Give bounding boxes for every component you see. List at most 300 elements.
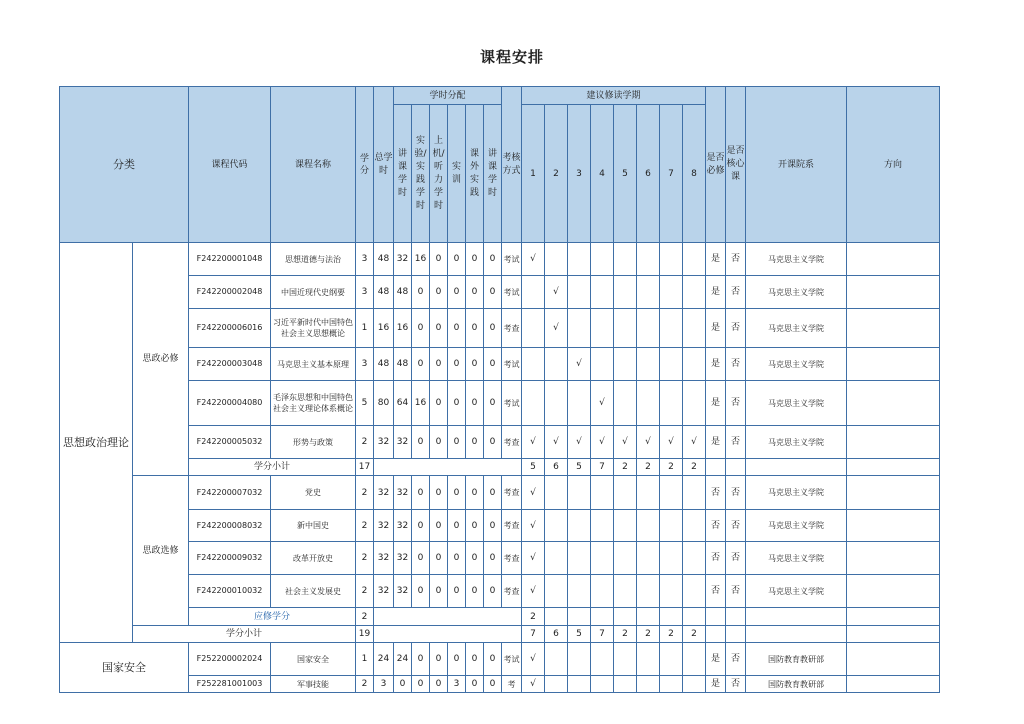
department-cell: 马克思主义学院 (746, 381, 847, 426)
assessment-cell: 考试 (502, 381, 522, 426)
computer-hours-cell: 0 (430, 643, 448, 676)
semester-mark (568, 476, 591, 510)
core-cell: 否 (726, 381, 746, 426)
header-semester-2: 2 (545, 105, 568, 243)
semester-mark (522, 381, 545, 426)
semester-mark (637, 348, 660, 381)
semester-mark (568, 643, 591, 676)
subtotal-credits: 19 (356, 626, 374, 643)
group-ideology: 思想政治理论 (60, 243, 133, 643)
subtotal-semester: 5 (568, 626, 591, 643)
subtotal-semester (591, 608, 614, 626)
semester-mark (683, 381, 706, 426)
semester-mark (545, 643, 568, 676)
semester-mark (545, 676, 568, 693)
semester-mark (660, 510, 683, 542)
computer-hours-cell: 0 (430, 276, 448, 309)
course-name: 形势与政策 (271, 426, 356, 459)
training-cell: 0 (448, 348, 466, 381)
semester-mark (660, 309, 683, 348)
course-schedule-table (59, 86, 940, 693)
course-code: F242200010032 (189, 575, 271, 608)
semester-mark (568, 676, 591, 693)
required-cell: 否 (706, 510, 726, 542)
semester-mark (591, 510, 614, 542)
semester-mark (637, 276, 660, 309)
course-name: 改革开放史 (271, 542, 356, 575)
seminar-hours-cell: 0 (484, 243, 502, 276)
seminar-hours-cell: 0 (484, 575, 502, 608)
table-row (60, 426, 940, 459)
training-cell: 0 (448, 510, 466, 542)
semester-mark (568, 575, 591, 608)
total-hours-cell: 48 (374, 243, 394, 276)
computer-hours-cell: 0 (430, 426, 448, 459)
direction-cell (847, 348, 940, 381)
computer-hours-cell: 0 (430, 309, 448, 348)
semester-mark (545, 243, 568, 276)
subtotal-core (726, 626, 746, 643)
semester-mark: √ (522, 643, 545, 676)
total-hours-cell: 24 (374, 643, 394, 676)
subtotal-semester (568, 608, 591, 626)
semester-mark (614, 381, 637, 426)
assessment-cell: 考查 (502, 426, 522, 459)
computer-hours-cell: 0 (430, 676, 448, 693)
semester-mark (591, 476, 614, 510)
core-cell: 否 (726, 426, 746, 459)
semester-mark (614, 542, 637, 575)
header-course-code: 课程代码 (189, 87, 271, 243)
experiment-hours-cell: 0 (412, 476, 430, 510)
semester-mark: √ (568, 426, 591, 459)
subtotal-required (706, 459, 726, 476)
table-row (60, 381, 940, 426)
header-semester-6: 6 (637, 105, 660, 243)
semester-mark: √ (522, 510, 545, 542)
course-code: F242200007032 (189, 476, 271, 510)
semester-mark (637, 676, 660, 693)
subtotal-semester: 2 (683, 626, 706, 643)
lecture-hours-cell: 16 (394, 309, 412, 348)
training-cell: 0 (448, 542, 466, 575)
assessment-cell: 考试 (502, 348, 522, 381)
semester-mark (660, 381, 683, 426)
semester-mark (660, 542, 683, 575)
table-row (60, 575, 940, 608)
semester-mark: √ (683, 426, 706, 459)
core-cell: 否 (726, 575, 746, 608)
semester-mark (568, 309, 591, 348)
training-cell: 0 (448, 243, 466, 276)
semester-mark (522, 309, 545, 348)
department-cell: 马克思主义学院 (746, 542, 847, 575)
computer-hours-cell: 0 (430, 542, 448, 575)
course-code: F242200001048 (189, 243, 271, 276)
semester-mark: √ (545, 309, 568, 348)
semester-mark (637, 643, 660, 676)
assessment-cell: 考查 (502, 575, 522, 608)
total-hours-cell: 32 (374, 510, 394, 542)
experiment-hours-cell: 0 (412, 309, 430, 348)
subgroup-ideology-required: 思政必修 (133, 243, 189, 476)
lecture-hours-cell: 32 (394, 476, 412, 510)
header-semester-5: 5 (614, 105, 637, 243)
direction-cell (847, 643, 940, 676)
semester-mark (683, 643, 706, 676)
semester-mark (683, 276, 706, 309)
header-semester-7: 7 (660, 105, 683, 243)
semester-mark (637, 510, 660, 542)
semester-mark (637, 542, 660, 575)
semester-mark (568, 276, 591, 309)
assessment-cell: 考查 (502, 309, 522, 348)
lecture-hours-cell: 32 (394, 542, 412, 575)
semester-mark (683, 476, 706, 510)
extra-practice-cell: 0 (466, 476, 484, 510)
department-cell: 马克思主义学院 (746, 243, 847, 276)
extra-practice-cell: 0 (466, 243, 484, 276)
course-code: F242200006016 (189, 309, 271, 348)
semester-mark (614, 476, 637, 510)
course-code: F242200004080 (189, 381, 271, 426)
subtotal-semester (545, 608, 568, 626)
direction-cell (847, 510, 940, 542)
semester-mark: √ (522, 676, 545, 693)
direction-cell (847, 381, 940, 426)
direction-cell (847, 309, 940, 348)
subtotal-label: 学分小计 (189, 459, 356, 476)
semester-mark: √ (568, 348, 591, 381)
semester-mark: √ (545, 426, 568, 459)
subtotal-row (60, 459, 940, 476)
required-cell: 是 (706, 243, 726, 276)
subtotal-required (706, 608, 726, 626)
semester-mark (545, 381, 568, 426)
extra-practice-cell: 0 (466, 381, 484, 426)
semester-mark (545, 575, 568, 608)
assessment-cell: 考试 (502, 276, 522, 309)
semester-mark (614, 643, 637, 676)
direction-cell (847, 276, 940, 309)
direction-cell (847, 426, 940, 459)
semester-mark (614, 510, 637, 542)
subtotal-row (60, 626, 940, 643)
direction-cell (847, 542, 940, 575)
group-security: 国家安全 (60, 643, 189, 693)
lecture-hours-cell: 24 (394, 643, 412, 676)
total-hours-cell: 32 (374, 575, 394, 608)
experiment-hours-cell: 0 (412, 575, 430, 608)
credits-cell: 1 (356, 309, 374, 348)
credits-cell: 5 (356, 381, 374, 426)
experiment-hours-cell: 0 (412, 542, 430, 575)
assessment-cell: 考 (502, 676, 522, 693)
semester-mark (614, 348, 637, 381)
table-row (60, 348, 940, 381)
subtotal-blank (374, 626, 522, 643)
subtotal-semester: 2 (614, 626, 637, 643)
semester-mark (637, 575, 660, 608)
course-name: 党史 (271, 476, 356, 510)
seminar-hours-cell: 0 (484, 348, 502, 381)
page-title: 课程安排 (479, 48, 544, 66)
extra-practice-cell: 0 (466, 542, 484, 575)
extra-practice-cell: 0 (466, 309, 484, 348)
header-extra-practice: 课外实践 (466, 105, 484, 243)
seminar-hours-cell: 0 (484, 476, 502, 510)
semester-mark (591, 575, 614, 608)
semester-mark (683, 510, 706, 542)
required-cell: 否 (706, 476, 726, 510)
subtotal-row (60, 608, 940, 626)
lecture-hours-cell: 32 (394, 426, 412, 459)
semester-mark: √ (591, 426, 614, 459)
subtotal-semester: 7 (591, 626, 614, 643)
department-cell: 马克思主义学院 (746, 276, 847, 309)
extra-practice-cell: 0 (466, 348, 484, 381)
semester-mark: √ (637, 426, 660, 459)
training-cell: 0 (448, 276, 466, 309)
required-cell: 否 (706, 575, 726, 608)
subtotal-direction (847, 608, 940, 626)
table-row (60, 309, 940, 348)
semester-mark (660, 476, 683, 510)
header-direction: 方向 (847, 87, 940, 243)
course-name: 马克思主义基本原理 (271, 348, 356, 381)
training-cell: 0 (448, 381, 466, 426)
semester-mark (683, 243, 706, 276)
semester-mark (660, 643, 683, 676)
required-cell: 是 (706, 276, 726, 309)
subtotal-semester: 5 (568, 459, 591, 476)
subtotal-dept (746, 608, 847, 626)
assessment-cell: 考试 (502, 243, 522, 276)
header-total-hours: 总学时 (374, 87, 394, 243)
computer-hours-cell: 0 (430, 476, 448, 510)
header-computer: 上机/听力学时 (430, 105, 448, 243)
required-cell: 是 (706, 676, 726, 693)
training-cell: 0 (448, 309, 466, 348)
semester-mark (545, 348, 568, 381)
extra-practice-cell: 0 (466, 276, 484, 309)
seminar-hours-cell: 0 (484, 426, 502, 459)
semester-mark (683, 676, 706, 693)
course-name: 国家安全 (271, 643, 356, 676)
computer-hours-cell: 0 (430, 381, 448, 426)
header-seminar: 讲课学时 (484, 105, 502, 243)
extra-practice-cell: 0 (466, 510, 484, 542)
semester-mark (591, 676, 614, 693)
extra-practice-cell: 0 (466, 426, 484, 459)
subtotal-semester: 2 (660, 459, 683, 476)
subtotal-blank (374, 608, 522, 626)
header-semester-1: 1 (522, 105, 545, 243)
lecture-hours-cell: 32 (394, 243, 412, 276)
core-cell: 否 (726, 309, 746, 348)
experiment-hours-cell: 0 (412, 426, 430, 459)
header-semester-group: 建议修读学期 (522, 87, 706, 105)
header-hours-group: 学时分配 (394, 87, 502, 105)
direction-cell (847, 575, 940, 608)
subtotal-semester: 2 (660, 626, 683, 643)
semester-mark (614, 243, 637, 276)
required-cell: 是 (706, 348, 726, 381)
semester-mark (660, 348, 683, 381)
core-cell: 否 (726, 643, 746, 676)
total-hours-cell: 16 (374, 309, 394, 348)
lecture-hours-cell: 48 (394, 276, 412, 309)
table-row (60, 542, 940, 575)
total-hours-cell: 32 (374, 476, 394, 510)
department-cell: 马克思主义学院 (746, 510, 847, 542)
training-cell: 3 (448, 676, 466, 693)
extra-practice-cell: 0 (466, 676, 484, 693)
subtotal-blank (374, 459, 522, 476)
subtotal-semester: 2 (683, 459, 706, 476)
lecture-hours-cell: 48 (394, 348, 412, 381)
semester-mark (522, 348, 545, 381)
credits-cell: 3 (356, 276, 374, 309)
semester-mark (660, 676, 683, 693)
seminar-hours-cell: 0 (484, 381, 502, 426)
credits-cell: 2 (356, 426, 374, 459)
core-cell: 否 (726, 510, 746, 542)
core-cell: 否 (726, 476, 746, 510)
lecture-hours-cell: 32 (394, 575, 412, 608)
semester-mark (637, 476, 660, 510)
experiment-hours-cell: 0 (412, 510, 430, 542)
course-name: 军事技能 (271, 676, 356, 693)
core-cell: 否 (726, 348, 746, 381)
department-cell: 国防教育教研部 (746, 676, 847, 693)
required-cell: 是 (706, 643, 726, 676)
semester-mark (614, 575, 637, 608)
semester-mark (637, 309, 660, 348)
course-name: 新中国史 (271, 510, 356, 542)
semester-mark (568, 243, 591, 276)
total-hours-cell: 32 (374, 542, 394, 575)
required-cell: 否 (706, 542, 726, 575)
subtotal-direction (847, 459, 940, 476)
extra-practice-cell: 0 (466, 575, 484, 608)
subtotal-semester: 5 (522, 459, 545, 476)
semester-mark (522, 276, 545, 309)
subtotal-semester: 6 (545, 626, 568, 643)
subtotal-semester: 2 (637, 626, 660, 643)
extra-practice-cell: 0 (466, 643, 484, 676)
semester-mark (591, 243, 614, 276)
subtotal-dept (746, 626, 847, 643)
total-hours-cell: 48 (374, 276, 394, 309)
header-assessment: 考核方式 (502, 87, 522, 243)
training-cell: 0 (448, 643, 466, 676)
header-experiment: 实验/实践学时 (412, 105, 430, 243)
seminar-hours-cell: 0 (484, 276, 502, 309)
experiment-hours-cell: 16 (412, 381, 430, 426)
semester-mark (614, 276, 637, 309)
assessment-cell: 考查 (502, 542, 522, 575)
subtotal-label: 应修学分 (189, 608, 356, 626)
course-code: F252281001003 (189, 676, 271, 693)
semester-mark (683, 542, 706, 575)
subtotal-core (726, 459, 746, 476)
seminar-hours-cell: 0 (484, 510, 502, 542)
required-cell: 是 (706, 426, 726, 459)
semester-mark: √ (614, 426, 637, 459)
subtotal-semester: 6 (545, 459, 568, 476)
seminar-hours-cell: 0 (484, 643, 502, 676)
semester-mark: √ (522, 426, 545, 459)
subtotal-credits: 17 (356, 459, 374, 476)
credits-cell: 2 (356, 542, 374, 575)
credits-cell: 2 (356, 676, 374, 693)
course-code: F242200009032 (189, 542, 271, 575)
total-hours-cell: 32 (374, 426, 394, 459)
lecture-hours-cell: 32 (394, 510, 412, 542)
semester-mark (614, 676, 637, 693)
credits-cell: 1 (356, 643, 374, 676)
seminar-hours-cell: 0 (484, 676, 502, 693)
department-cell: 马克思主义学院 (746, 309, 847, 348)
header-semester-8: 8 (683, 105, 706, 243)
total-hours-cell: 3 (374, 676, 394, 693)
subgroup-ideology-elective: 思政选修 (133, 476, 189, 626)
credits-cell: 3 (356, 243, 374, 276)
header-semester-3: 3 (568, 105, 591, 243)
course-name: 毛泽东思想和中国特色社会主义理论体系概论 (271, 381, 356, 426)
table-row (60, 643, 940, 676)
semester-mark (591, 643, 614, 676)
seminar-hours-cell: 0 (484, 309, 502, 348)
assessment-cell: 考查 (502, 510, 522, 542)
experiment-hours-cell: 0 (412, 276, 430, 309)
computer-hours-cell: 0 (430, 243, 448, 276)
semester-mark: √ (522, 575, 545, 608)
core-cell: 否 (726, 676, 746, 693)
subtotal-semester: 2 (522, 608, 545, 626)
department-cell: 马克思主义学院 (746, 348, 847, 381)
semester-mark: √ (522, 476, 545, 510)
header-department: 开课院系 (746, 87, 847, 243)
experiment-hours-cell: 0 (412, 676, 430, 693)
subtotal-credits: 2 (356, 608, 374, 626)
course-name: 中国近现代史纲要 (271, 276, 356, 309)
required-cell: 是 (706, 381, 726, 426)
course-code: F242200005032 (189, 426, 271, 459)
table-row (60, 243, 940, 276)
subtotal-semester: 7 (522, 626, 545, 643)
semester-mark: √ (522, 243, 545, 276)
header-course-name: 课程名称 (271, 87, 356, 243)
semester-mark (660, 276, 683, 309)
assessment-cell: 考查 (502, 476, 522, 510)
semester-mark (637, 243, 660, 276)
header-core: 是否核心课 (726, 87, 746, 243)
header-training: 实训 (448, 105, 466, 243)
semester-mark (683, 575, 706, 608)
course-code: F242200002048 (189, 276, 271, 309)
semester-mark (614, 309, 637, 348)
subtotal-semester: 2 (637, 459, 660, 476)
course-code: F242200008032 (189, 510, 271, 542)
direction-cell (847, 676, 940, 693)
semester-mark (545, 476, 568, 510)
subtotal-semester (614, 608, 637, 626)
header-semester-4: 4 (591, 105, 614, 243)
experiment-hours-cell: 0 (412, 348, 430, 381)
subtotal-semester (683, 608, 706, 626)
